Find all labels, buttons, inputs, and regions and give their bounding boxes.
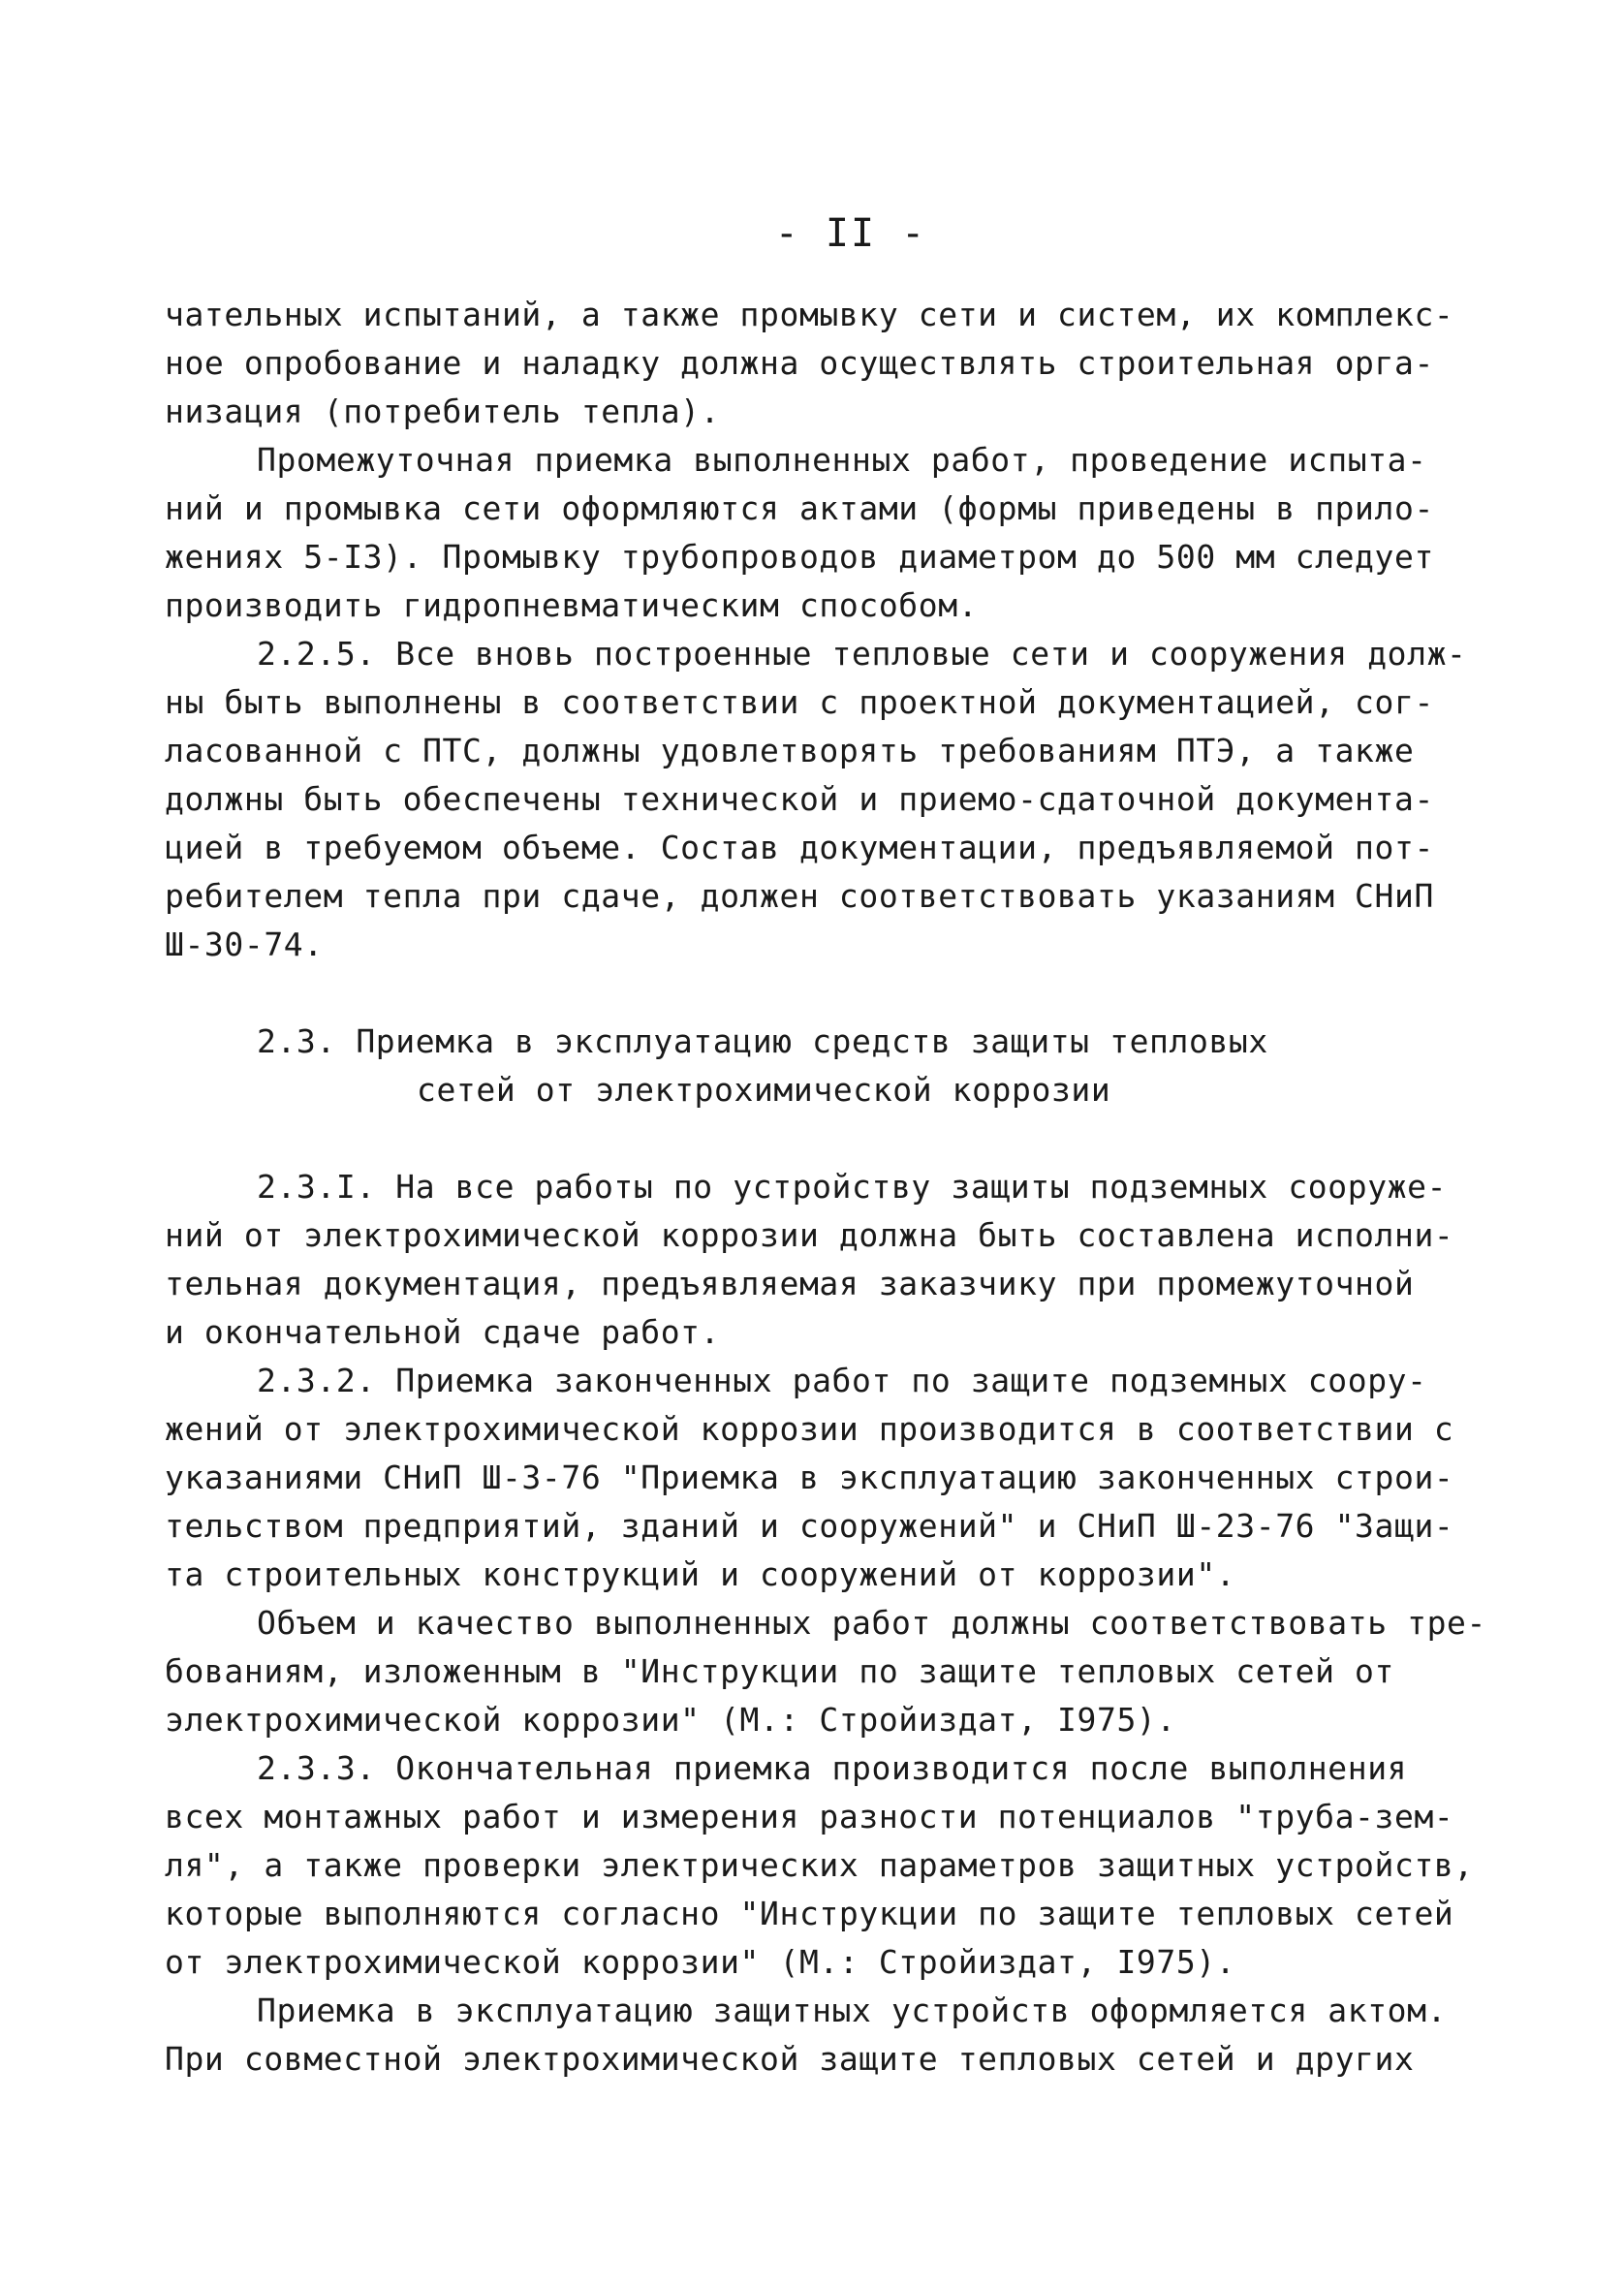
text-line: жений от электрохимической коррозии производится в соответствии с [165, 1410, 1454, 1448]
text-line: ное опробование и наладку должна осуществлять строительная орга- [165, 344, 1434, 382]
text-line: Ш-30-74. [165, 925, 324, 963]
text-line: низация (потребитель тепла). [165, 392, 721, 430]
text-line: ля", а также проверки электрических параметров защитных устройств, [165, 1846, 1474, 1884]
text-line: чательных испытаний, а также промывку сети и систем, их комплекс- [165, 296, 1454, 333]
section-heading: 2.3. Приемка в эксплуатацию средств защиты тепловых [257, 1022, 1268, 1060]
text-line: ребителем тепла при сдаче, должен соответствовать указаниям СНиП [165, 877, 1434, 915]
text-line: цией в требуемом объеме. Состав документации, предъявляемой пот- [165, 829, 1434, 866]
text-line: ний от электрохимической коррозии должна быть составлена исполни- [165, 1216, 1454, 1254]
text-line: жениях 5-I3). Промывку трубопроводов диаметром до 500 мм следует [165, 538, 1434, 576]
text-line: 2.3.2. Приемка законченных работ по защите подземных соору- [257, 1362, 1427, 1399]
page-number: - II - [774, 211, 927, 256]
text-line: указаниями СНиП Ш-3-76 "Приемка в эксплуатацию законченных строи- [165, 1459, 1454, 1496]
text-line: та строительных конструкций и сооружений от коррозии". [165, 1555, 1236, 1593]
text-line: всех монтажных работ и измерения разности потенциалов "труба-зем- [165, 1798, 1454, 1835]
text-line: Промежуточная приемка выполненных работ, проведение испыта- [257, 441, 1427, 479]
text-line: тельством предприятий, зданий и сооружений" и СНиП Ш-23-76 "Защи- [165, 1507, 1454, 1545]
text-line: Объем и качество выполненных работ должны соответствовать тре- [257, 1604, 1486, 1642]
text-line: тельная документация, предъявляемая заказчику при промежуточной [165, 1265, 1415, 1302]
text-line: ны быть выполнены в соответствии с проектной документацией, сог- [165, 683, 1434, 721]
text-line: ний и промывка сети оформляются актами (формы приведены в прило- [165, 489, 1434, 527]
text-line: 2.3.3. Окончательная приемка производится после выполнения [257, 1749, 1408, 1787]
text-line: 2.2.5. Все вновь построенные тепловые сети и сооружения долж- [257, 635, 1467, 673]
text-line: ласованной с ПТС, должны удовлетворять требованиям ПТЭ, а также [165, 732, 1415, 769]
text-line: производить гидропневматическим способом. [165, 586, 979, 624]
text-line: и окончательной сдаче работ. [165, 1313, 721, 1351]
text-line: электрохимической коррозии" (М.: Стройиздат, I975). [165, 1701, 1176, 1739]
text-line: При совместной электрохимической защите тепловых сетей и других [165, 2040, 1415, 2078]
text-line: бованиям, изложенным в "Инструкции по защите тепловых сетей от [165, 1652, 1394, 1690]
text-line: должны быть обеспечены технической и приемо-сдаточной документа- [165, 780, 1434, 818]
text-line: которые выполняются согласно "Инструкции по защите тепловых сетей [165, 1895, 1454, 1932]
text-line: от электрохимической коррозии" (М.: Стройиздат, I975). [165, 1943, 1236, 1981]
text-line: 2.3.I. На все работы по устройству защиты подземных сооруже- [257, 1168, 1448, 1206]
section-heading: сетей от электрохимической коррозии [417, 1071, 1111, 1109]
text-line: Приемка в эксплуатацию защитных устройств оформляется актом. [257, 1992, 1448, 2029]
